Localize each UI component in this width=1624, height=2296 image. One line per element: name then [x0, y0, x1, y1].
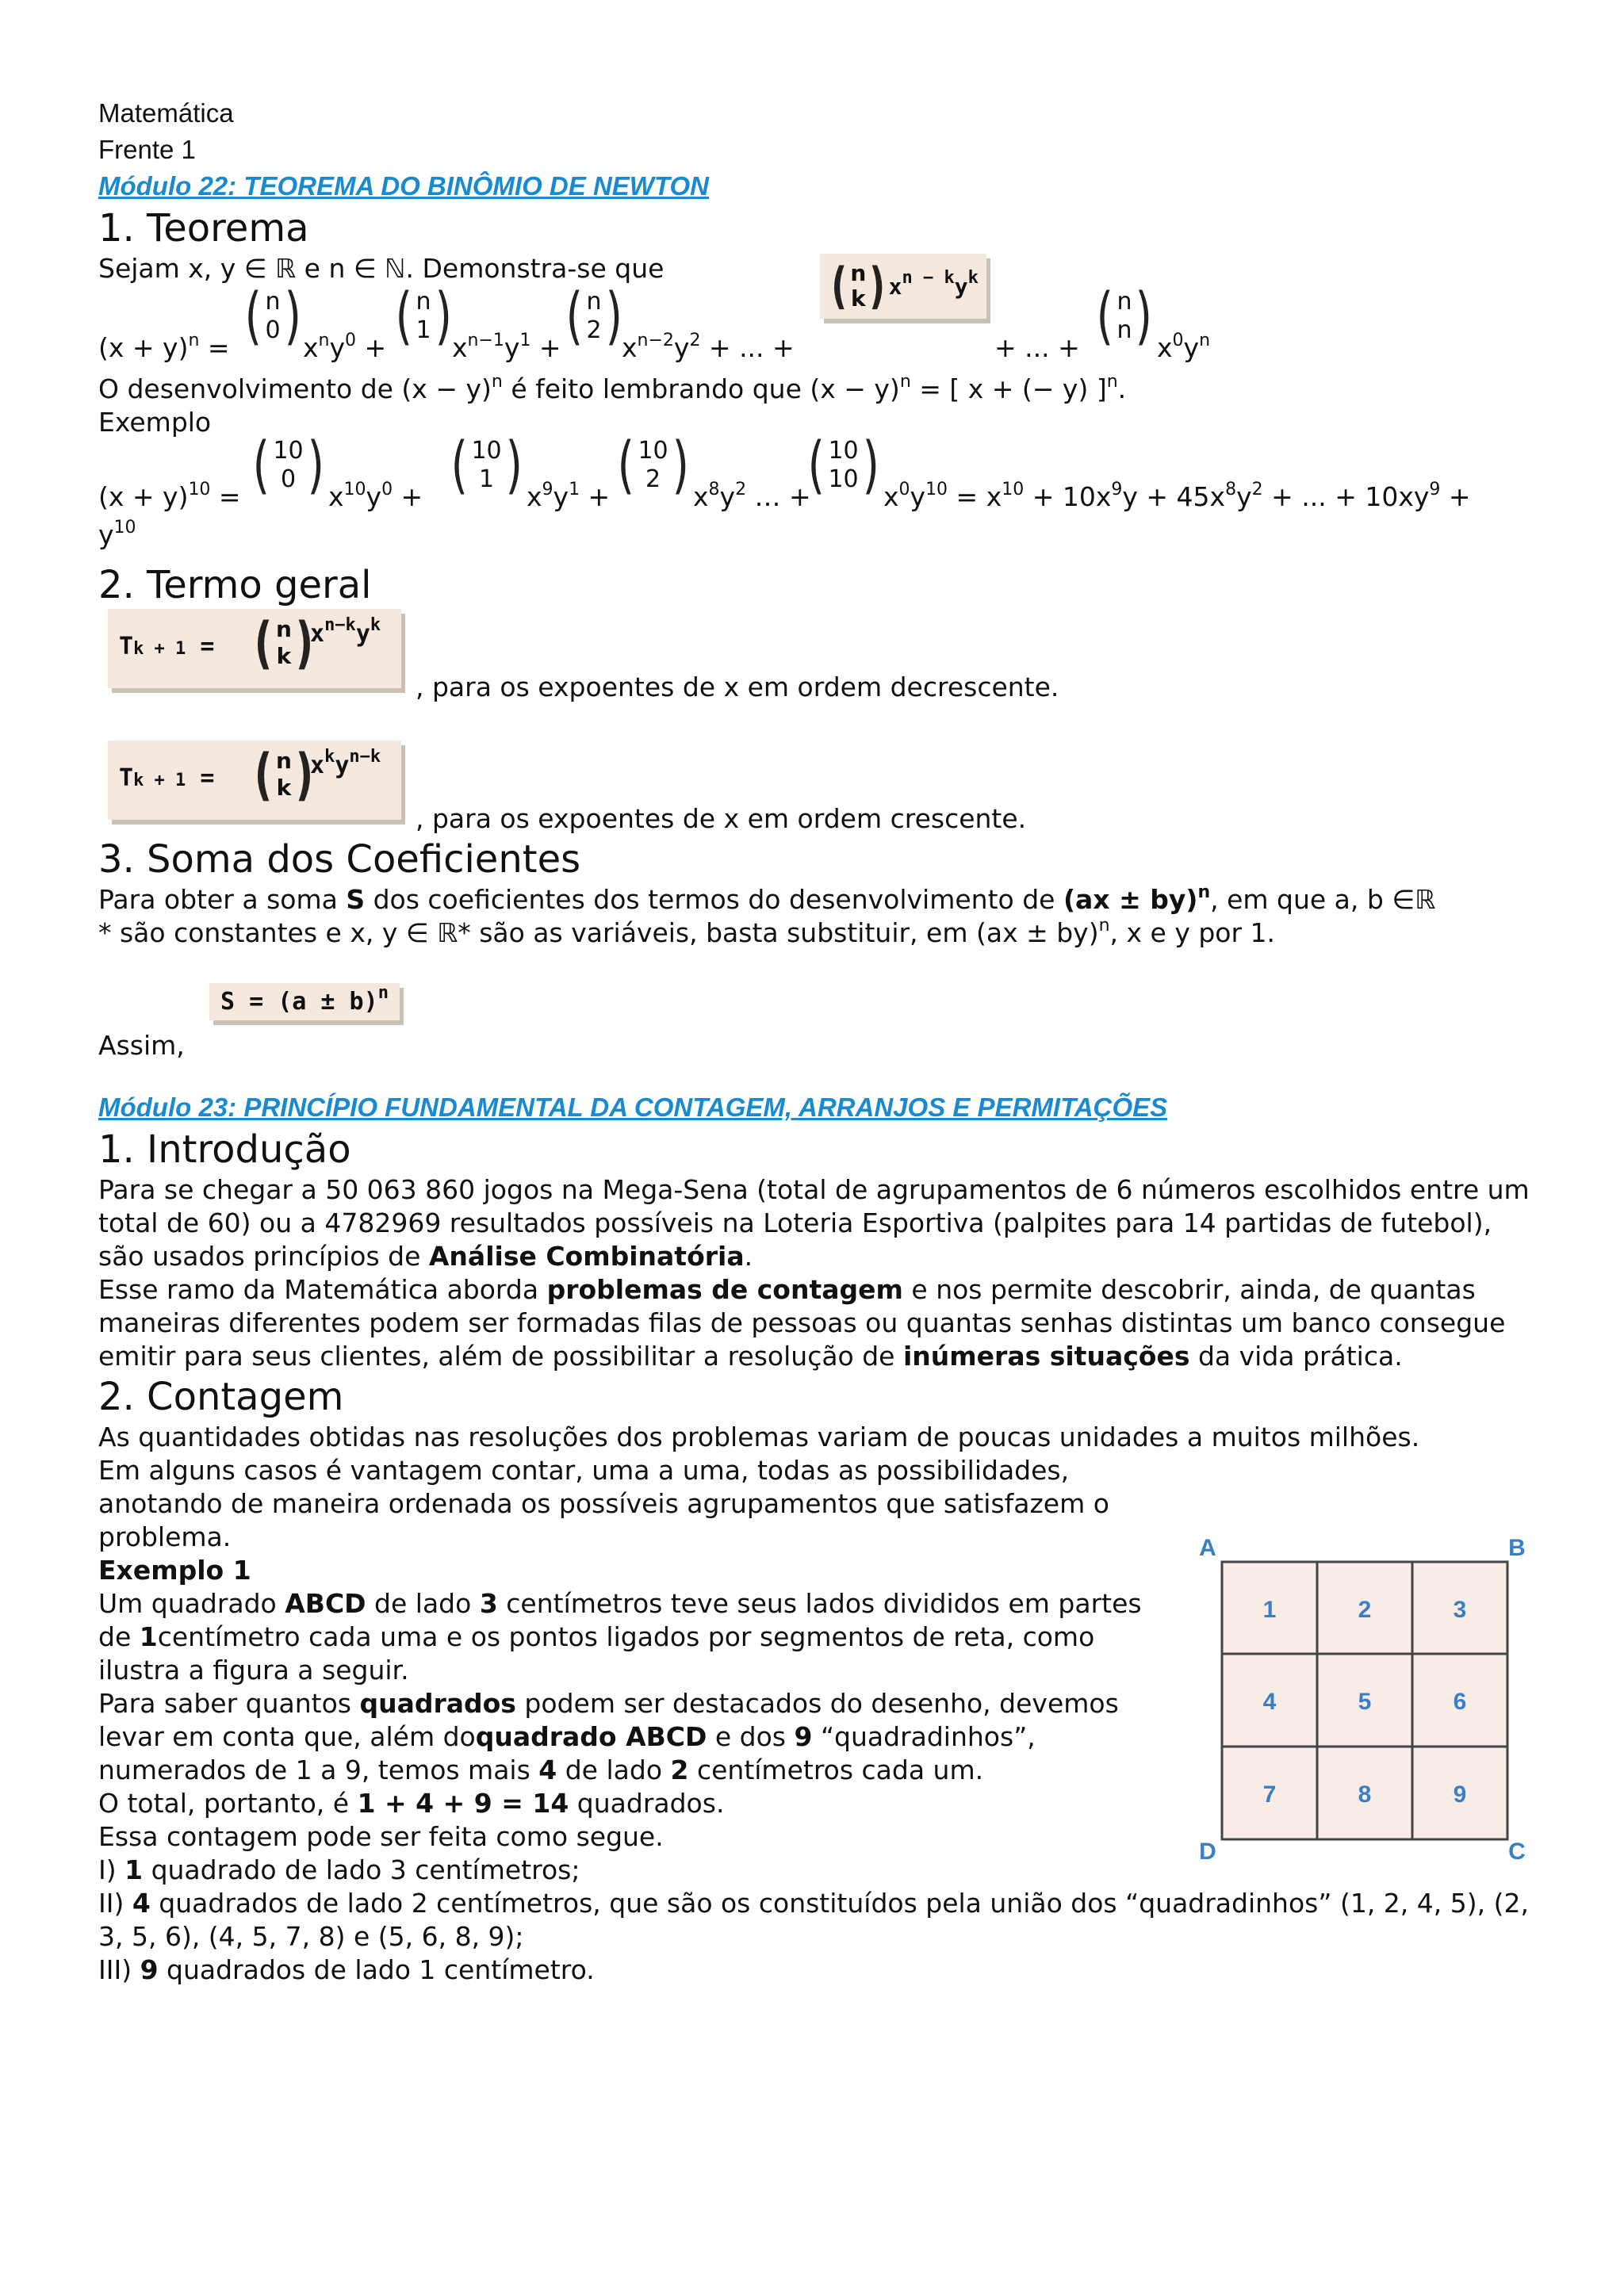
cell-6: 6 [1453, 1689, 1467, 1715]
subject: Matemática [98, 98, 234, 128]
soma-formula: $S = (a \pm b)^n$ [209, 983, 400, 1020]
binom-n-2: ( n 2 ) [565, 281, 622, 352]
contagem-p3: Um quadrado ABCD de lado 3 centímetros teve seus lados divididos em partes de 1centímetro cada uma e os pontos ligados por segmentos de reta, como ilustra a figura a seguir. [98, 1588, 1142, 1686]
contagem-p6: Essa contagem pode ser feita como segue. [98, 1821, 664, 1852]
module-22-title[interactable]: Módulo 22: TEOREMA DO BINÔMIO DE NEWTON [98, 171, 709, 201]
teorema-intro: Sejam x, y ∈ ℝ e n ∈ ℕ. Demonstra-se que [98, 253, 665, 284]
item-2: II) 4 quadrados de lado 2 centímetros, que são os constituídos pela união dos “quadradinhos” (1, 2, 4, 5), (2, 3, 5, 6), (4, 5, 7, 8) e (5, 6, 8, 9); [98, 1888, 1529, 1952]
binomial-expansion: $(x + y)^n$ = ( n 0 ) $x^ny^0$ + ( n 1 ) $x^{n-1}y^1$ + ( n 2 ) $x^{n-2}y^2$ + ... + ( n k ) $x^{n - k}y^k$ + ... + ( n n ) $x^0y^n$ [98, 285, 1534, 373]
binom-10-2: ( 10 2 ) [617, 430, 689, 501]
item-3: III) 9 quadrados de lado 1 centímetro. [98, 1954, 595, 1985]
corner-C: C [1508, 1839, 1526, 1863]
corner-A: A [1199, 1538, 1216, 1561]
cell-2: 2 [1358, 1597, 1372, 1623]
cell-9: 9 [1453, 1781, 1467, 1808]
term-desc-row [98, 609, 1534, 704]
heading-soma: 3. Soma dos Coeficientes [98, 837, 581, 882]
contagem-p4: Para saber quantos quadrados podem ser destacados do desenho, devemos levar em conta que, além doquadrado ABCD e dos 9 “quadradinhos”, numerados de 1 a 9, temos mais 4 de lado 2 centímetros cada um. [98, 1688, 1119, 1785]
intro-p1: Para se chegar a 50 063 860 jogos na Mega-Sena (total de agrupamentos de 6 números escolhidos entre um total de 60) ou a 4782969 resultados possíveis na Loteria Esportiva (palpites para 14 partidas de futebol), são usados princípios de Análise Combinatória. [98, 1174, 1530, 1272]
cell-5: 5 [1358, 1689, 1372, 1715]
cell-4: 4 [1262, 1689, 1277, 1715]
binom-10-1: ( 10 1 ) [450, 430, 523, 501]
eq: = [199, 332, 230, 363]
assim-row [98, 950, 1534, 1069]
minus-line: O desenvolvimento de $(x - y)^n$ é feito lembrando que $(x - y)^n$ = [ x + (− y) ]$^n$. [98, 372, 1127, 404]
corner-D: D [1199, 1839, 1216, 1863]
heading-termo-geral: 2. Termo geral [98, 563, 372, 607]
term-desc-box: Tk + 1 = ( n k ) $x^{n-k}y^k$ [108, 609, 401, 688]
example-label: Exemplo [98, 407, 212, 438]
cell-8: 8 [1358, 1781, 1372, 1808]
cell-1: 1 [1262, 1597, 1277, 1623]
soma-line2: * são constantes e x, y ∈ ℝ* são as variáveis, basta substituir, em (ax ± by)$^n$, x e y por 1. [98, 916, 1276, 948]
exp-n: n [188, 331, 200, 350]
binom-n-1: ( n 1 ) [395, 281, 452, 352]
heading-teorema: 1. Teorema [98, 206, 309, 251]
binom-10-10: ( 10 10 ) [807, 430, 879, 501]
heading-introducao: 1. Introdução [98, 1127, 351, 1172]
front: Frente 1 [98, 135, 196, 164]
term-asc-row [98, 740, 1534, 867]
binom-10-0: ( 10 0 ) [252, 430, 324, 501]
term-asc-box: Tk + 1 = ( n k ) $x^ky^{n-k}$ [108, 740, 401, 820]
contagem-left-col [98, 1454, 1161, 1787]
term-asc-text: , para os expoentes de x em ordem crescente. [416, 803, 1027, 834]
module-23-title[interactable]: Módulo 23: PRINCÍPIO FUNDAMENTAL DA CONTAGEM, ARRANJOS E PERMITAÇÕES [98, 1093, 1168, 1122]
contagem-p2: Em alguns casos é vantagem contar, uma a uma, todas as possibilidades, anotando de maneira ordenada os possíveis agrupamentos que satisfazem o problema. [98, 1455, 1109, 1552]
item-1: I) 1 quadrado de lado 3 centímetros; [98, 1854, 580, 1885]
abcd-grid-figure [1193, 1538, 1534, 1863]
binom-n-n: ( n n ) [1096, 281, 1153, 352]
cell-3: 3 [1453, 1597, 1467, 1623]
soma-line1: Para obter a soma S dos coeficientes dos termos do desenvolvimento de (ax ± by)$^n$, em que a, b ∈ℝ [98, 882, 1436, 915]
contagem-p1: As quantidades obtidas nas resoluções dos problemas variam de poucas unidades a muitos milhões. [98, 1422, 1420, 1452]
assim-label: Assim, [98, 1030, 185, 1061]
corner-B: B [1508, 1538, 1526, 1561]
binom-n-0: ( n 0 ) [244, 281, 301, 352]
term-desc-text: , para os expoentes de x em ordem decrescente. [416, 672, 1059, 702]
lhs: (x + y) [98, 332, 189, 363]
general-term-box: ( n k ) $x^{n - k}y^k$ [820, 254, 986, 319]
example-expansion: $(x + y)^{10}$ = ( 10 0 ) $x^{10}y^0$ + ( 10 1 ) $x^9y^1$ + ( 10 2 ) $x^8y^2$ … + ( 10 10 ) $x^0y^{10} = x^{10} + 10x^9y + 45x^8y^2$ + ... + $10xy^9$ + [98, 430, 1471, 512]
example-last: $y^{10}$ [98, 518, 136, 550]
intro-p2: Esse ramo da Matemática aborda problemas de contagem e nos permite descobrir, ainda, de quantas maneiras diferentes podem ser formadas filas de pessoas ou quantas senhas distintas um banco consegue emitir para seus clientes, além de possibilitar a resolução de inúmeras situações da vida prática. [98, 1274, 1506, 1372]
cell-7: 7 [1262, 1781, 1277, 1808]
contagem-p5: O total, portanto, é 1 + 4 + 9 = 14 quadrados. [98, 1788, 725, 1819]
heading-contagem: 2. Contagem [98, 1375, 344, 1419]
example-1-label: Exemplo 1 [98, 1555, 251, 1586]
